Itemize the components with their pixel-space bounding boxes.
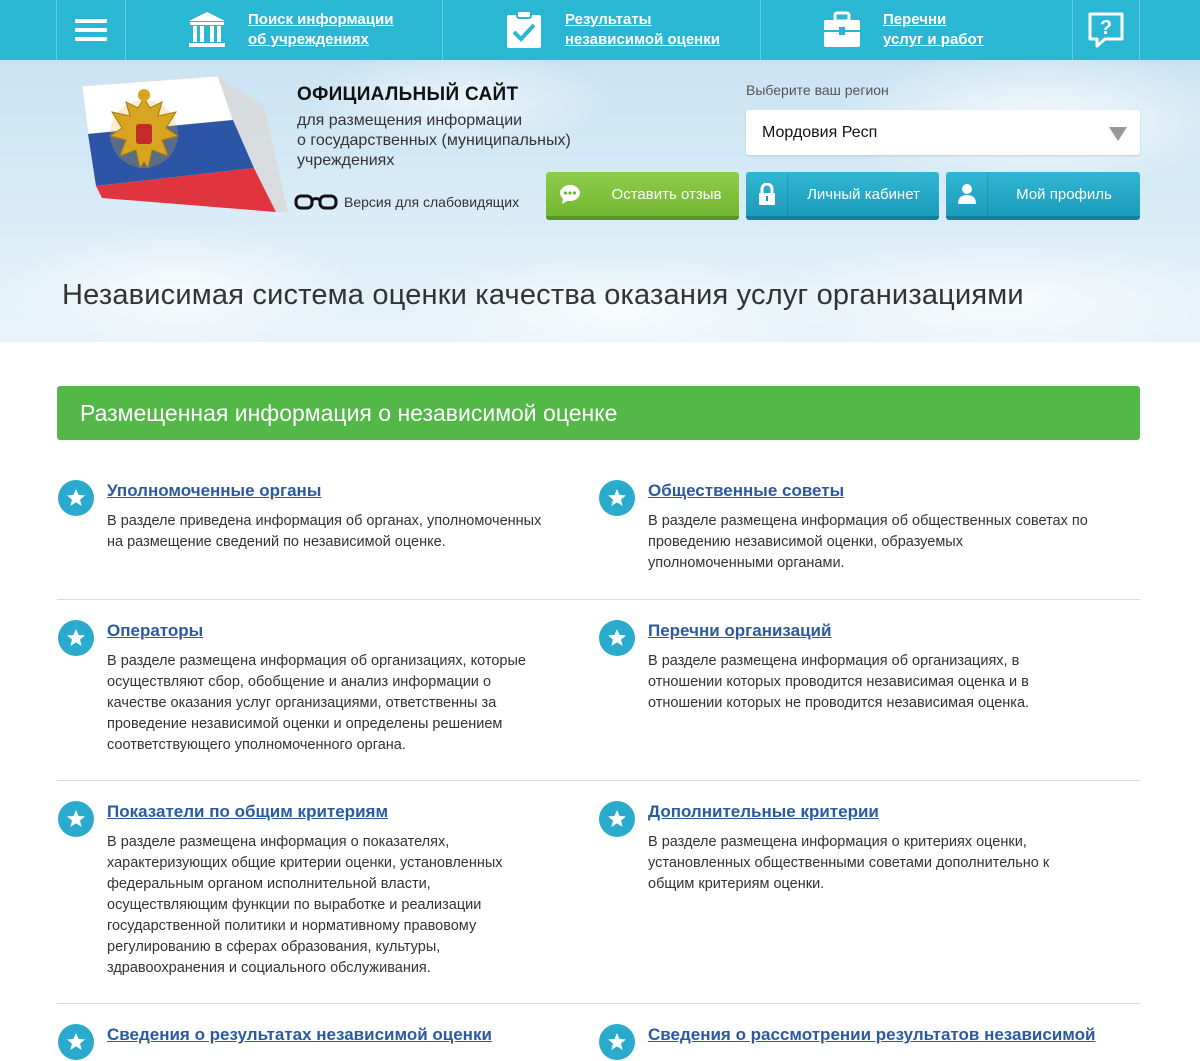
entry-title-link[interactable]: Перечни организаций xyxy=(648,621,832,640)
list-item xyxy=(58,1024,558,1061)
region-label: Выберите ваш регион xyxy=(746,82,889,98)
site-title: ОФИЦИАЛЬНЫЙ САЙТ xyxy=(297,84,519,105)
row-divider xyxy=(57,1003,1140,1004)
nav-search-institutions[interactable] xyxy=(186,0,393,60)
entry-title-link[interactable]: Операторы xyxy=(107,621,204,640)
list-item xyxy=(58,801,558,986)
list-item xyxy=(599,480,1099,580)
nav-services-lists-label[interactable]: Перечни услуг и работ xyxy=(883,11,984,48)
entry-description: В разделе размещена информация о критериях оценки, установленных общественными советами дополнительно к общим критериям оценки. xyxy=(648,834,1050,892)
entry-description: В разделе размещена информация об организациях, которые осуществляют сбор, обобщение и анализ информации о качестве оказания услуг организациями, ответственны за проведение независимой оценки и определены решением соответствующего уполномоченного органа. xyxy=(107,653,526,753)
nav-services-lists[interactable] xyxy=(821,0,984,60)
row-divider xyxy=(57,599,1140,600)
my-profile-label[interactable]: Мой профиль xyxy=(1016,185,1112,203)
entry-title-link[interactable]: Уполномоченные органы xyxy=(107,481,322,500)
entry-description: В разделе размещена информация об общественных советах по проведению независимой оценки, образуемых уполномоченными органами. xyxy=(648,513,1088,571)
site-subtitle: для размещения информации о государственных (муниципальных) учреждениях xyxy=(297,112,571,169)
hero-banner xyxy=(0,60,1200,342)
lock-icon xyxy=(746,172,788,216)
entry-description: В разделе размещена информация о показателях, характеризующих общие критерии оценки, установленных федеральным органом исполнительной власти, осуществляющим функции по выработке и реализации государственной политики и нормативному правовому регулированию в сферах образования, культуры, здравоохранения и социального обслуживания. xyxy=(107,834,503,976)
feedback-button[interactable] xyxy=(546,172,739,220)
page-heading: Независимая система оценки качества оказания услуг организациями xyxy=(62,279,1024,311)
feedback-button-label[interactable]: Оставить отзыв xyxy=(611,185,722,203)
personal-cabinet-button[interactable] xyxy=(746,172,939,220)
list-item xyxy=(58,480,558,580)
entry-title-link[interactable]: Дополнительные критерии xyxy=(648,802,879,821)
star-icon xyxy=(599,620,635,656)
flag-emblem-logo[interactable] xyxy=(58,76,288,216)
entry-title-link[interactable]: Сведения о результатах независимой оценки xyxy=(107,1025,492,1044)
help-question-icon xyxy=(1087,11,1125,49)
section-header xyxy=(57,386,1140,440)
star-icon xyxy=(58,620,94,656)
nav-search-institutions-label[interactable]: Поиск информации об учреждениях xyxy=(248,11,394,48)
nav-divider xyxy=(442,0,443,60)
star-icon xyxy=(599,801,635,837)
my-profile-button[interactable] xyxy=(946,172,1140,220)
chat-bubble-icon xyxy=(546,172,594,216)
nav-assessment-results[interactable] xyxy=(503,0,720,60)
entry-title-link[interactable]: Общественные советы xyxy=(648,481,845,500)
region-select-value[interactable]: Мордовия Респ xyxy=(762,123,878,141)
top-navigation xyxy=(0,0,1200,60)
user-icon xyxy=(946,172,988,216)
briefcase-icon xyxy=(821,9,863,51)
list-item xyxy=(599,620,1099,760)
hamburger-icon xyxy=(75,19,107,41)
building-icon xyxy=(186,9,228,51)
entry-description: В разделе приведена информация об органах, уполномоченных на размещение сведений по независимой оценке. xyxy=(107,513,542,550)
list-item xyxy=(58,620,558,760)
nav-divider xyxy=(760,0,761,60)
star-icon xyxy=(599,1024,635,1060)
nav-assessment-results-label[interactable]: Результаты независимой оценки xyxy=(565,11,720,48)
low-vision-link[interactable] xyxy=(294,192,519,212)
entry-title-link[interactable]: Показатели по общим критериям xyxy=(107,802,389,821)
star-icon xyxy=(58,801,94,837)
star-icon xyxy=(58,1024,94,1060)
low-vision-label[interactable]: Версия для слабовидящих xyxy=(344,194,520,210)
list-item xyxy=(599,1024,1099,1061)
clipboard-check-icon xyxy=(503,9,545,51)
menu-button[interactable] xyxy=(56,0,126,60)
entry-description: В разделе размещена информация об организациях, в отношении которых проводится независимая оценка и в отношении которых не проводится независимая оценка. xyxy=(648,653,1030,711)
svg-text:?: ? xyxy=(1099,17,1113,39)
list-item xyxy=(599,801,1099,986)
section-title: Размещенная информация о независимой оценке xyxy=(80,399,618,426)
glasses-icon xyxy=(294,192,338,212)
region-select[interactable] xyxy=(746,110,1140,155)
personal-cabinet-label[interactable]: Личный кабинет xyxy=(807,185,920,203)
row-divider xyxy=(57,780,1140,781)
entry-title-link[interactable]: Сведения о рассмотрении результатов независимой xyxy=(648,1025,1096,1044)
star-icon xyxy=(58,480,94,516)
help-button[interactable] xyxy=(1072,0,1140,60)
dropdown-arrow-icon[interactable] xyxy=(1109,127,1127,141)
star-icon xyxy=(599,480,635,516)
